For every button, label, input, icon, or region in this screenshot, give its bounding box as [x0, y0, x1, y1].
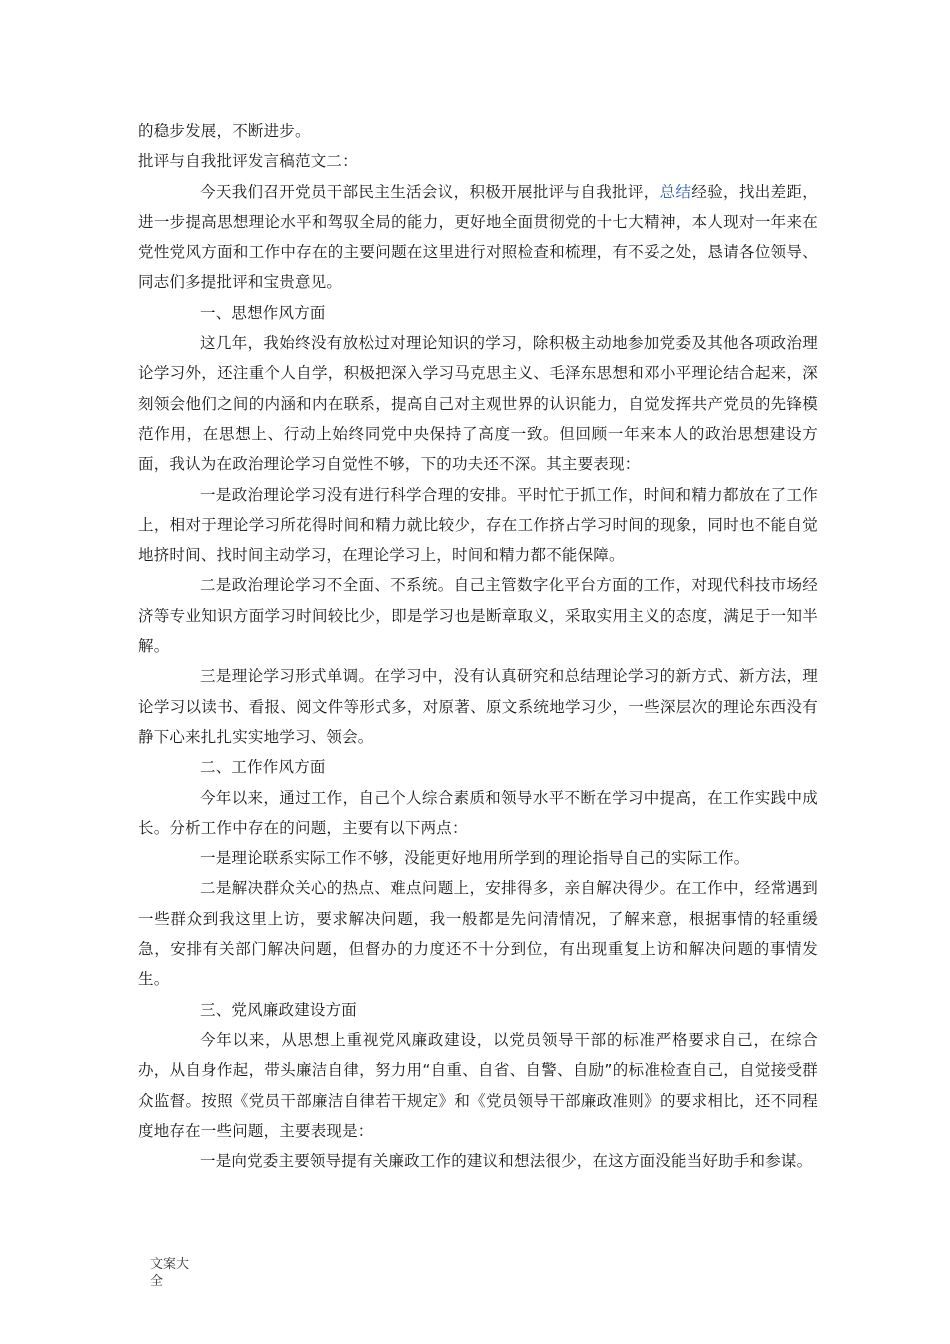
opening-paragraph: [138, 177, 818, 298]
footer-label: 文案大全: [150, 1257, 190, 1289]
opening-text-start: 今天我们召开党员干部民主生活会议，积极开展批评与自我批评，: [200, 182, 660, 201]
integrity-point-1: 一是向党委主要领导提有关廉政工作的建议和想法很少，在这方面没能当好助手和参谋。: [200, 1152, 813, 1171]
section-title-ideology: 一、思想作风方面: [200, 303, 326, 322]
section-paragraph-work-style: 今年以来，通过工作，自己个人综合素质和领导水平不断在学习中提高，在工作实践中成长。分析工作中存在的问题，主要有以下两点：: [138, 788, 818, 837]
ideology-point-1: 一是政治理论学习没有进行科学合理的安排。平时忙于抓工作，时间和精力都放在了工作上，相对于理论学习所花得时间和精力就比较少，存在工作挤占学习时间的现象，同时也不能自觉地挤时间、找时间主动学习，在理论学习上，时间和精力都不能保障。: [138, 485, 818, 565]
opening-text-end: 经验，找出差距，进一步提高思想理论水平和驾驭全局的能力，更好地全面贯彻党的十七大精神，本人现对一年来在党性党风方面和工作中存在的主要问题在这里进行对照检查和梳理，有不妥之处，恳请各位领导、同志们多提批评和宝贵意见。: [138, 182, 818, 292]
document-body: [138, 116, 818, 1176]
work-style-point-2: 二是解决群众关心的热点、难点问题上，安排得多，亲自解决得少。在工作中，经常遇到一些群众到我这里上访，要求解决问题，我一般都是先问清情况，了解来意，根据事情的轻重缓急，安排有关部门解决问题，但督办的力度还不十分到位，有出现重复上访和解决问题的事情发生。: [138, 879, 818, 989]
ideology-point-3: 三是理论学习形式单调。在学习中，没有认真研究和总结理论学习的新方式、新方法，理论学习以读书、看报、阅文件等形式多，对原著、原文系统地学习少，一些深层次的理论东西没有静下心来扎扎实实地学习、领会。: [138, 667, 818, 746]
ideology-point-2: 二是政治理论学习不全面、不系统。自己主管数字化平台方面的工作，对现代科技市场经济等专业知识方面学习时间较比少，即是学习也是断章取义，采取实用主义的态度，满足于一知半解。: [138, 576, 818, 656]
section-paragraph-integrity: 今年以来，从思想上重视党风廉政建设，以党员领导干部的标准严格要求自己，在综合办，从自身作起，带头廉洁自律，努力用“自重、自省、自警、自励”的标准检查自己，自觉接受群众监督。按照《党员干部廉洁自律若干规定》和《党员领导干部廉政准则》的要求相比，还不同程度地存在一些问题，主要表现是：: [138, 1030, 818, 1140]
summary-link[interactable]: 总结: [659, 182, 692, 201]
section-title-work-style: 二、工作作风方面: [200, 758, 326, 777]
work-style-point-1: 一是理论联系实际工作不够，没能更好地用所学到的理论指导自己的实际工作。: [200, 849, 750, 868]
document-heading: 批评与自我批评发言稿范文二：: [138, 152, 358, 171]
section-title-integrity: 三、党风廉政建设方面: [200, 1000, 358, 1019]
intro-line: 的稳步发展，不断进步。: [138, 122, 311, 140]
section-paragraph-ideology: 这几年，我始终没有放松过对理论知识的学习，除积极主动地参加党委及其他各项政治理论学习外，还注重个人自学，积极把深入学习马克思主义、毛泽东思想和邓小平理论结合起来，深刻领会他们之间的内涵和内在联系，提高自己对主观世界的认识能力，自觉发挥共产党员的先锋模范作用，在思想上、行动上始终同党中央保持了高度一致。但回顾一年来本人的政治思想建设方面，我认为在政治理论学习自觉性不够，下的功夫还不深。其主要表现：: [138, 334, 818, 474]
